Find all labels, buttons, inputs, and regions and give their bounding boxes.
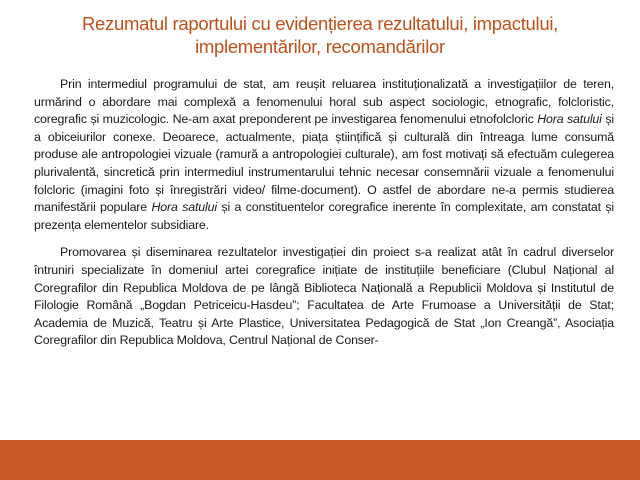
paragraph-1-italic-a: Hora satului xyxy=(537,112,602,127)
paragraph-1-text-c: și a constituentelor coregrafice inerente în complexitate, am constatat și prezența elementelor subsidiare. xyxy=(34,200,614,232)
slide-title-line-2: implementărilor, recomandărilor xyxy=(195,36,445,57)
paragraph-1 xyxy=(34,76,614,234)
footer-accent-bar xyxy=(0,440,640,480)
paragraph-1-italic-b: Hora satului xyxy=(151,200,217,215)
paragraph-1-text-a: Prin intermediul programului de stat, am reușit reluarea instituționalizată a investigațiilor de teren, urmărind o abordare mai complexă a fenomenului horal sub aspect sociologic, etnografic, folcloristic, coregrafic și muzicologic. Ne-am axat preponderent pe investigarea fenomenului etnofolcloric xyxy=(34,77,614,127)
paragraph-1-text-b: și a obiceiurilor conexe. Deoarece, actualmente, piața științifică și culturală din întreaga lume consumă produse ale antropologiei vizuale (ramură a antropologiei culturale), am fost motivați să efectuăm culegerea plurivalentă, sincretică prin intermediul instrumentarului tehnic necesar consemnării vizuale a fenomenului folcloric (imagini foto și înregistrări video/ filme-document). O astfel de abordare ne-a permis studierea manifestării populare xyxy=(34,112,614,215)
slide-title-line-1: Rezumatul raportului cu evidențierea rezultatului, impactului, xyxy=(81,13,558,34)
slide-title xyxy=(30,12,610,58)
slide-body xyxy=(34,76,614,360)
paragraph-2: Promovarea și diseminarea rezultatelor investigației din proiect s-a realizat atât în cadrul diverselor întruniri specializate în domeniul artei coregrafice inițiate de instituțiile beneficiare (Clubul Național al Coregrafilor din Republica Moldova de pe lângă Biblioteca Națională a Republicii Moldova și Institutul de Filologie Română „Bogdan Petriceicu-Hasdeu”; Facultatea de Arte Frumoase a Universității de Stat; Academia de Muzică, Teatru și Arte Plastice, Universitatea Pedagogică de Stat „Ion Creangă”, Asociația Coregrafilor din Republica Moldova, Centrul Național de Conser- xyxy=(34,245,614,348)
